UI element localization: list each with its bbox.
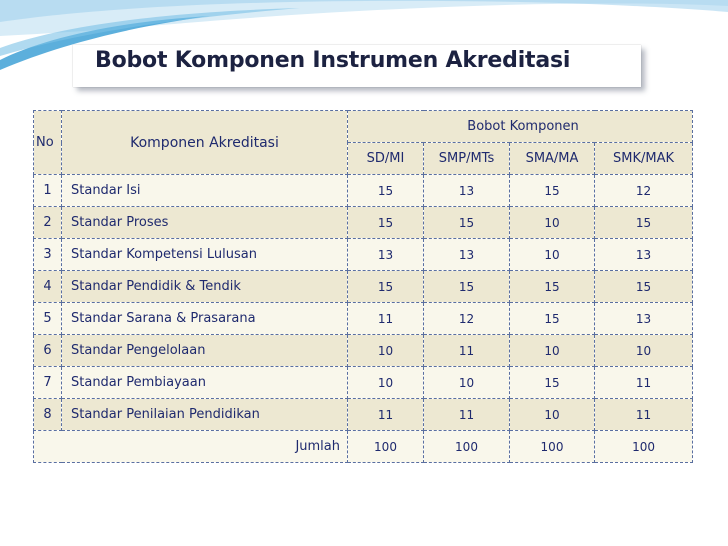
row-number: 6 [34,335,62,367]
table-header-row [34,111,693,143]
weight-value: 10 [510,335,595,367]
accreditation-weight-table [33,110,693,463]
table-row [34,207,693,239]
weight-value: 15 [595,207,693,239]
weight-value: 15 [424,271,510,303]
total-row [34,431,693,463]
weight-value: 15 [510,367,595,399]
header-no: No [34,111,62,175]
weight-value: 11 [348,399,424,431]
weight-value: 10 [510,207,595,239]
weight-value: 15 [595,271,693,303]
component-name: Standar Pembiayaan [62,367,348,399]
weight-value: 10 [348,367,424,399]
weight-value: 15 [348,207,424,239]
weight-value: 11 [424,335,510,367]
row-number: 3 [34,239,62,271]
component-name: Standar Proses [62,207,348,239]
component-name: Standar Sarana & Prasarana [62,303,348,335]
header-weight-group: Bobot Komponen [348,111,693,143]
row-number: 2 [34,207,62,239]
weight-value: 10 [595,335,693,367]
total-value: 100 [595,431,693,463]
weight-value: 13 [348,239,424,271]
weight-value: 10 [510,399,595,431]
header-component: Komponen Akreditasi [62,111,348,175]
component-name: Standar Isi [62,175,348,207]
component-name: Standar Kompetensi Lulusan [62,239,348,271]
weight-value: 10 [348,335,424,367]
row-number: 7 [34,367,62,399]
weight-value: 13 [424,239,510,271]
table-row [34,367,693,399]
row-number: 8 [34,399,62,431]
weight-value: 10 [510,239,595,271]
weight-value: 12 [595,175,693,207]
weight-value: 15 [424,207,510,239]
weight-value: 15 [510,271,595,303]
component-name: Standar Pendidik & Tendik [62,271,348,303]
table-row [34,271,693,303]
row-number: 5 [34,303,62,335]
weight-value: 15 [510,303,595,335]
header-col-smp: SMP/MTs [424,143,510,175]
total-value: 100 [424,431,510,463]
table-row [34,175,693,207]
weight-value: 15 [510,175,595,207]
row-number: 4 [34,271,62,303]
table-row [34,239,693,271]
weight-value: 11 [424,399,510,431]
page-title: Bobot Komponen Instrumen Akreditasi [95,48,571,73]
table-row [34,335,693,367]
weight-value: 15 [348,175,424,207]
header-col-sd: SD/MI [348,143,424,175]
weight-value: 11 [595,399,693,431]
weight-value: 13 [424,175,510,207]
weight-value: 10 [424,367,510,399]
header-col-smk: SMK/MAK [595,143,693,175]
total-value: 100 [348,431,424,463]
total-label: Jumlah [34,431,348,463]
weight-value: 13 [595,303,693,335]
weight-value: 15 [348,271,424,303]
table-row [34,399,693,431]
component-name: Standar Penilaian Pendidikan [62,399,348,431]
total-value: 100 [510,431,595,463]
weight-value: 11 [595,367,693,399]
weight-value: 12 [424,303,510,335]
header-col-sma: SMA/MA [510,143,595,175]
weight-value: 11 [348,303,424,335]
row-number: 1 [34,175,62,207]
table-row [34,303,693,335]
component-name: Standar Pengelolaan [62,335,348,367]
weight-value: 13 [595,239,693,271]
